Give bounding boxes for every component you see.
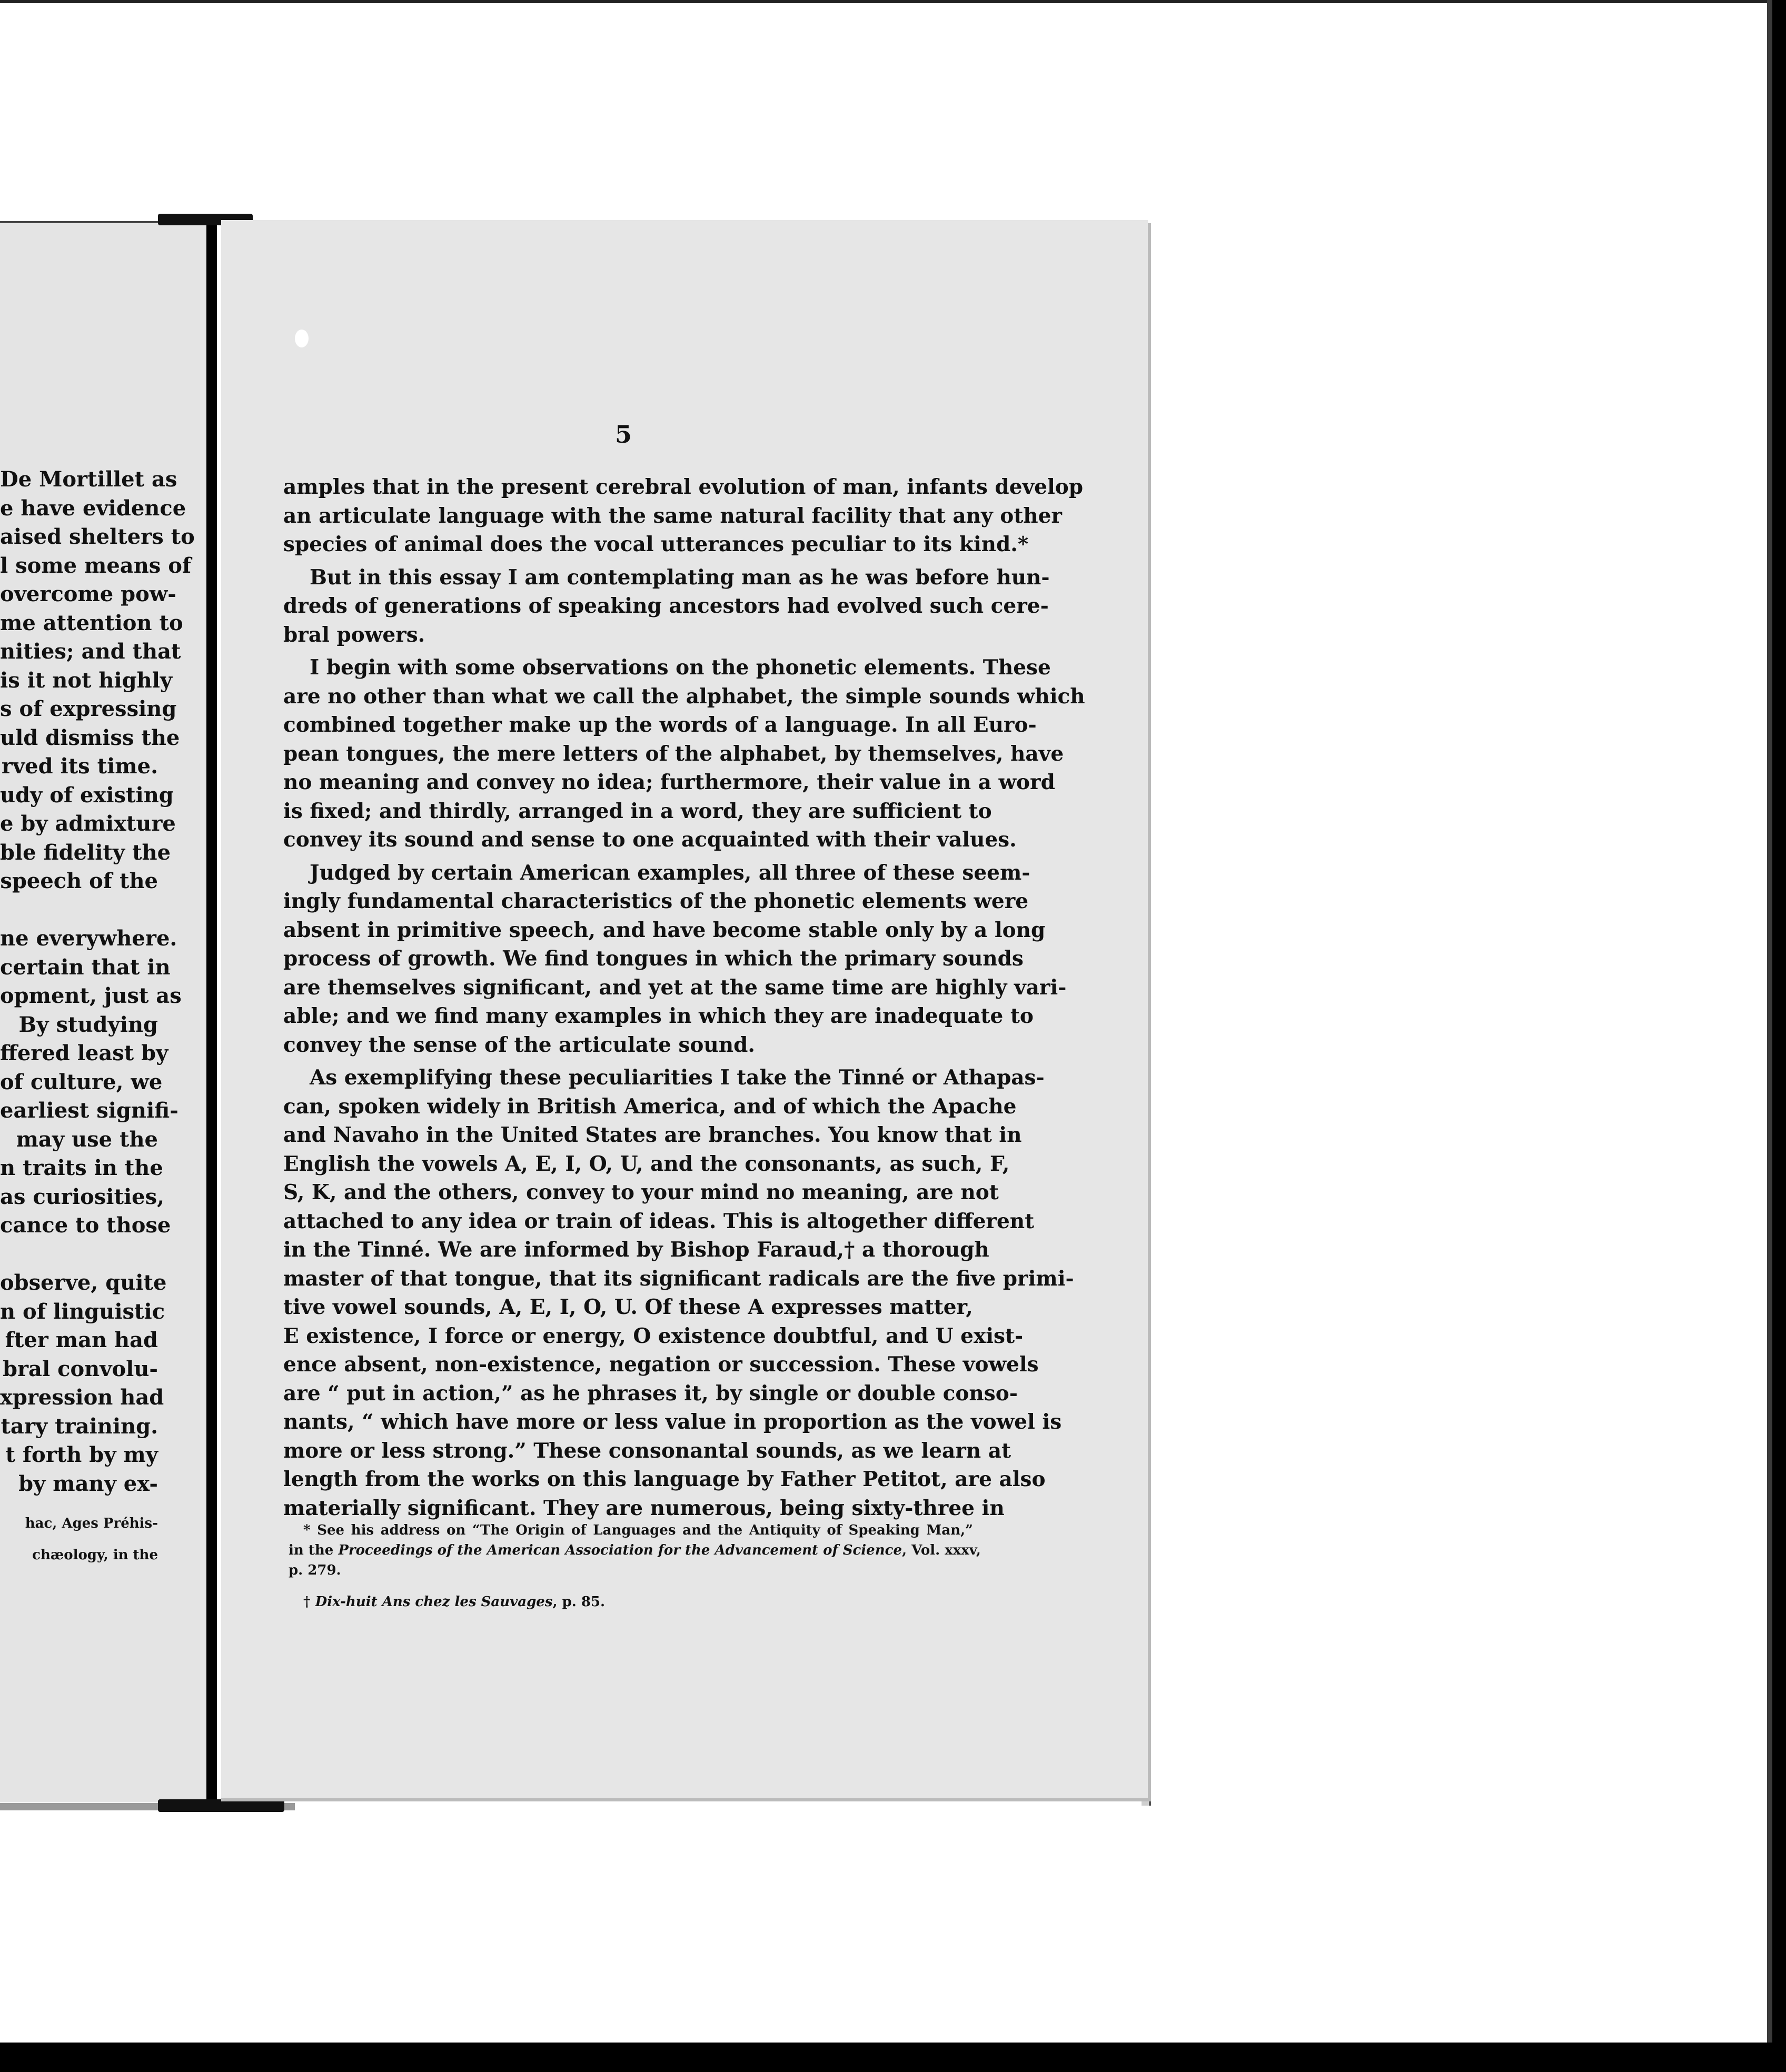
paragraph-gap [283,854,963,859]
previous-page-line: observe, quite [0,1270,167,1295]
text-line: ingly fundamental characteristics of the phonetic elements were [283,889,1029,913]
previous-page-line: by many ex- [18,1471,158,1496]
previous-page-footnote-line: hac, Ages Préhis- [25,1516,158,1531]
text-line: nants, “ which have more or less value in proportion as the vowel is [283,1410,1062,1434]
text-line: combined together make up the words of a language. In all Euro- [283,713,1037,737]
scan-top-edge [0,0,1780,3]
previous-page-line: xpression had [0,1385,164,1410]
text-line: I begin with some observations on the phonetic elements. These [310,655,1051,680]
previous-page-line: l some means of [0,553,192,578]
text-line: But in this essay I am contemplating man as he was before hun- [310,565,1050,590]
previous-page-line: as curiosities, [0,1184,165,1209]
previous-page-line: t forth by my [5,1442,158,1467]
footnotes [289,1520,981,1612]
previous-page-line: bral convolu- [3,1356,158,1381]
text-line: able; and we find many examples in which they are inadequate to [283,1004,1034,1028]
paragraph-gap [283,559,963,563]
text-line: are themselves significant, and yet at the same time are highly vari- [283,975,1067,1000]
previous-page-line: overcome pow- [0,582,176,606]
footnote-star-line: * See his address on “The Origin of Languages and the Antiquity of Speaking Man,” [303,1522,973,1538]
previous-page-fragment [0,221,216,1802]
text-line: are “ put in action,” as he phrases it, by single or double conso- [283,1381,1018,1406]
text-line: no meaning and convey no idea; furthermore, their value in a word [283,770,1055,794]
text-line: convey its sound and sense to one acquainted with their values. [283,828,1017,852]
text-line: Judged by certain American examples, all three of these seem- [310,860,1030,885]
previous-page-line: e have evidence [0,495,186,521]
previous-page-text [0,465,195,1498]
text-line: materially significant. They are numerous, being sixty-three in [283,1496,1005,1520]
previous-page-line: n traits in the [0,1155,163,1180]
previous-page-line: uld dismiss the [0,725,180,750]
previous-page-line: fter man had [5,1328,158,1352]
previous-page-line [0,1240,158,1269]
text-line: more or less strong.” These consonantal sounds, as we learn at [283,1438,1011,1463]
footnote-star-line: p. 279. [289,1562,341,1578]
book-spine-line [206,218,217,1803]
previous-page-line: certain that in [0,954,171,980]
text-line: is fixed; and thirdly, arranged in a word, they are sufficient to [283,799,992,823]
text-line: S, K, and the others, convey to your mind no meaning, are not [283,1180,999,1204]
text-line: English the vowels A, E, I, O, U, and the consonants, as such, F, [283,1151,1010,1176]
previous-page-line: By studying [18,1012,158,1037]
previous-page-line: ble fidelity the [0,840,171,865]
footnote-star-line: in the Proceedings of the American Association for the Advancement of Science, Vol. xxxv, [289,1542,981,1558]
previous-page-line: may use the [16,1127,158,1152]
previous-page-footnotes [0,1508,158,1571]
text-line: E existence, I force or energy, O existence doubtful, and U exist- [283,1323,1024,1348]
paragraph-gap [283,649,963,653]
text-line: an articulate language with the same natural facility that any other [283,503,1062,528]
text-line: can, spoken widely in British America, and of which the Apache [283,1094,1017,1119]
previous-page-line: rved its time. [1,754,158,779]
text-line: ence absent, non-existence, negation or succession. These vowels [283,1352,1039,1377]
previous-page-line: aised shelters to [0,524,195,549]
paper-spot [295,330,309,347]
text-line: and Navaho in the United States are branches. You know that in [283,1123,1022,1147]
previous-page-line: n of linguistic [0,1299,165,1324]
text-line: master of that tongue, that its significant radicals are the five primi- [283,1266,1074,1291]
page-number: 5 [615,420,632,449]
text-line: dreds of generations of speaking ancestors had evolved such cere- [283,594,1049,618]
text-line: are no other than what we call the alphabet, the simple sounds which [283,684,1085,709]
previous-page-line: ne everywhere. [0,926,177,951]
text-line: process of growth. We find tongues in which the primary sounds [283,947,1024,971]
text-line: species of animal does the vocal utterances peculiar to its kind.* [283,532,1029,556]
scan-right-edge [1772,0,1786,2072]
previous-page-footnote-line: chæology, in the [32,1547,158,1563]
previous-page-line: of culture, we [0,1069,163,1094]
text-line: in the Tinné. We are informed by Bishop Faraud,† a thorough [283,1238,989,1262]
page-body-text [283,473,1085,1522]
previous-page-line: opment, just as [0,983,182,1008]
text-line: tive vowel sounds, A, E, I, O, U. Of these A expresses matter, [283,1295,973,1319]
text-line: bral powers. [283,622,425,647]
text-line: amples that in the present cerebral evolution of man, infants develop [283,475,1084,499]
text-line: attached to any idea or train of ideas. This is altogether different [283,1209,1035,1233]
previous-page-line: is it not highly [0,668,173,693]
previous-page-line: udy of existing [0,782,174,808]
previous-page-line: me attention to [0,610,183,635]
paragraph-gap [283,1059,963,1063]
previous-page-line: cance to those [0,1213,171,1238]
previous-page-line: speech of the [0,869,158,893]
text-line: convey the sense of the articulate sound. [283,1032,755,1057]
previous-page-line: s of expressing [0,696,177,721]
previous-page-line: nities; and that [0,639,181,664]
previous-page-line [0,896,158,925]
scan-bottom-edge [0,2043,1786,2072]
text-line: absent in primitive speech, and have become stable only by a long [283,918,1046,942]
scan-right-shadow [1767,0,1772,2072]
previous-page-line: tary training. [1,1413,158,1439]
previous-page-line: ffered least by [0,1041,168,1065]
previous-page-line: earliest signifi- [0,1098,178,1123]
previous-page-line: De Mortillet as [0,467,177,492]
footnote-dagger: † Dix-huit Ans chez les Sauvages, p. 85. [303,1594,606,1610]
previous-page-line: e by admixture [0,811,176,836]
text-line: pean tongues, the mere letters of the alphabet, by themselves, have [283,741,1064,766]
text-line: length from the works on this language by Father Petitot, are also [283,1467,1046,1491]
text-line: As exemplifying these peculiarities I take the Tinné or Athapas- [310,1065,1045,1090]
